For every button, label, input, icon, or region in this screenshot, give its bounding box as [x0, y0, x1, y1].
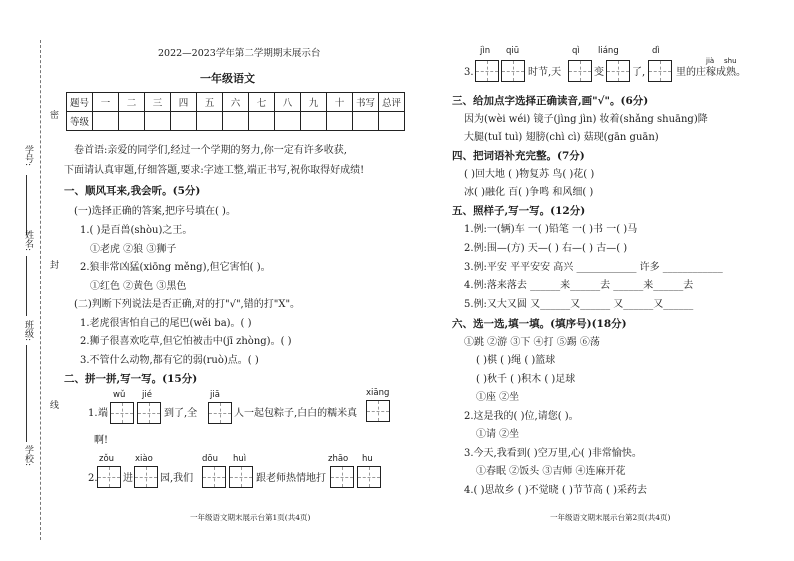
- s5-line-2: 2.例:围—(方) 天—( ) 右—( ) 古—( ): [464, 243, 628, 254]
- school-line: [26, 420, 27, 442]
- pinyin-hui: huì: [233, 454, 247, 464]
- score-header-cell: 九: [301, 93, 327, 112]
- s2-q2-text-3: 跟老师热情地打: [256, 473, 326, 484]
- score-cell[interactable]: [223, 112, 249, 131]
- pinyin-xiang: xiāng: [366, 388, 390, 398]
- writing-box[interactable]: [134, 466, 158, 488]
- score-cell[interactable]: [301, 112, 327, 131]
- r3-text-2: 变: [594, 67, 604, 78]
- seal-mi: 密: [48, 110, 58, 119]
- r3-number: 3.: [464, 67, 474, 78]
- score-header-cell: 五: [197, 93, 223, 112]
- score-cell[interactable]: [197, 112, 223, 131]
- score-cell[interactable]: [327, 112, 353, 131]
- score-header-cell: 二: [119, 93, 145, 112]
- s6-q3: 3.今天,我看到( )空万里,心( )非常愉快。: [464, 448, 642, 459]
- s4-line-1: ( )回大地 ( )物复苏 鸟( )花( ): [464, 169, 595, 180]
- writing-box[interactable]: [648, 60, 672, 82]
- section-4-title: 四、把词语补充完整。(7分): [452, 150, 585, 162]
- writing-box[interactable]: [137, 402, 161, 424]
- s4-line-2: 冰( )融化 百( )争鸣 和风细( ): [464, 187, 594, 198]
- s6-q4: 4.( )思故乡 ( )不觉晓 ( )节节高 ( )采药去: [464, 485, 648, 496]
- section-1-title: 一、顺风耳来,我会听。(5分): [64, 185, 201, 197]
- score-row-label: 等级: [67, 112, 93, 131]
- writing-box[interactable]: [97, 466, 121, 488]
- writing-box[interactable]: [568, 60, 592, 82]
- seal-feng: 封: [48, 260, 58, 269]
- score-header-cell: 四: [171, 93, 197, 112]
- s2-q1-number: 1.: [88, 408, 98, 419]
- pinyin-shu: shu: [724, 57, 737, 65]
- writing-box[interactable]: [606, 60, 630, 82]
- s1-q1-options: ①老虎 ②狼 ③狮子: [90, 244, 177, 255]
- writing-box[interactable]: [366, 400, 390, 422]
- r3-text-4: 里的庄稼成熟。: [676, 67, 746, 78]
- pinyin-xiao: xiào: [135, 454, 153, 464]
- pinyin-di: dì: [652, 46, 660, 56]
- s1-q2-options: ①红色 ②黄色 ③黑色: [90, 281, 187, 292]
- s6-line-2: ( )秋千 ( )积木 ( )足球: [476, 374, 576, 385]
- pinyin-wu: wǔ: [113, 390, 126, 400]
- score-cell[interactable]: [379, 112, 405, 131]
- s1-judge-3: 3.不管什么动物,都有它的弱(ruò)点。( ): [80, 355, 259, 366]
- s5-line-1: 1.例:一(辆)车 一( )铅笔 一( )书 一( )马: [464, 224, 638, 235]
- s5-line-4: 4.例:落来落去 ______来______去 ______来______去: [464, 280, 694, 291]
- score-cell[interactable]: [249, 112, 275, 131]
- intro-line-1: 卷首语:亲爱的同学们,经过一个学期的努力,你一定有许多收获,: [74, 145, 347, 156]
- pinyin-jia4: jià: [706, 57, 715, 65]
- writing-box[interactable]: [229, 466, 253, 488]
- score-header-cell: 八: [275, 93, 301, 112]
- score-header-cell: 一: [93, 93, 119, 112]
- score-header-cell: 三: [145, 93, 171, 112]
- name-line: [26, 256, 27, 316]
- school-label: 学校:: [23, 445, 33, 467]
- r3-text-1: 时节,天: [528, 67, 562, 78]
- score-cell[interactable]: [171, 112, 197, 131]
- writing-box[interactable]: [202, 466, 226, 488]
- pinyin-jin: jìn: [480, 46, 491, 56]
- score-header-cell: 总评: [379, 93, 405, 112]
- s2-q1-text-4: 啊!: [94, 435, 109, 446]
- score-header-cell: 十: [327, 93, 353, 112]
- s5-line-3: 3.例:平安 平平安安 高兴 ____________ 许多 ____________: [464, 262, 723, 273]
- s2-q2-text-1: 进: [123, 473, 133, 484]
- exam-year-title: 2022—2023学年第二学期期末展示台: [158, 48, 321, 59]
- s6-q2-options: ①请 ②坐: [476, 429, 520, 440]
- s2-q1-text-3: 人一起包粽子,白白的糯米真: [234, 408, 358, 419]
- student-no-label: 学号:: [23, 145, 33, 167]
- score-header-cell: 六: [223, 93, 249, 112]
- writing-box[interactable]: [475, 60, 499, 82]
- score-cell[interactable]: [119, 112, 145, 131]
- writing-box[interactable]: [330, 466, 354, 488]
- section-5-title: 五、照样子,写一写。(12分): [452, 205, 586, 217]
- s6-q3-options: ①春眠 ②饭头 ③吉师 ④连麻开花: [476, 466, 626, 477]
- s6-q1-options: ①座 ②坐: [476, 392, 520, 403]
- pinyin-qiu: qiū: [506, 46, 520, 56]
- r3-text-3: 了,: [632, 67, 646, 78]
- s3-line-1: 因为(wèi wéi) 镜子(jìng jìn) 妆着(shǎng shuāng)降: [464, 114, 708, 125]
- s6-line-1: ( )棋 ( )绳 ( )篮球: [476, 355, 556, 366]
- binding-dash-line: [40, 40, 41, 540]
- score-cell[interactable]: [275, 112, 301, 131]
- s2-q1-text-1: 端: [98, 408, 108, 419]
- pinyin-zou: zǒu: [99, 454, 115, 464]
- writing-box[interactable]: [208, 402, 232, 424]
- pinyin-dou: dōu: [202, 454, 218, 464]
- section-2-title: 二、拼一拼,写一写。(15分): [64, 373, 198, 385]
- pinyin-jie: jié: [142, 390, 152, 400]
- s6-options: ①跳 ②游 ③下 ④打 ⑤踢 ⑥荡: [464, 337, 600, 348]
- pinyin-jia: jiā: [210, 390, 220, 400]
- student-no-line: [26, 175, 27, 235]
- score-header-cell: 书写: [353, 93, 379, 112]
- pinyin-qi: qì: [572, 46, 580, 56]
- score-cell[interactable]: [145, 112, 171, 131]
- section-3-title: 三、给加点字选择正确读音,画"√"。(6分): [452, 95, 649, 107]
- s6-q2: 2.这是我的( )位,请您( )。: [464, 411, 579, 422]
- footer-right: 一年级语文期末展示台第2页(共4页): [550, 513, 671, 522]
- section-6-title: 六、选一选,填一填。(填序号)(18分): [452, 318, 627, 330]
- name-label: 姓名:: [23, 230, 33, 252]
- writing-box[interactable]: [501, 60, 525, 82]
- exam-subject-title: 一年级语文: [200, 72, 255, 85]
- score-table: [66, 92, 405, 131]
- s1-q2: 2.狼非常凶猛(xiōng měng),但它害怕( )。: [80, 262, 271, 273]
- s2-q2-number: 2.: [88, 473, 98, 484]
- seal-xian: 线: [48, 400, 58, 409]
- score-cell[interactable]: [353, 112, 379, 131]
- writing-box[interactable]: [357, 466, 381, 488]
- class-line: [26, 345, 27, 420]
- footer-left: 一年级语文期末展示台第1页(共4页): [190, 513, 311, 522]
- pinyin-liang: liáng: [598, 46, 619, 56]
- score-header-cell: 题号: [67, 93, 93, 112]
- writing-box[interactable]: [110, 402, 134, 424]
- s1-judge-2: 2.狮子很喜欢吃草,但它怕被击中(jī zhòng)。( ): [80, 336, 292, 347]
- score-cell[interactable]: [93, 112, 119, 131]
- s2-q2-text-2: 园,我们: [160, 473, 194, 484]
- class-label: 班级:: [23, 320, 33, 342]
- s3-line-2: 大腿(tuǐ tuì) 翅膀(chì cì) 菇现(gān guān): [464, 132, 659, 143]
- pinyin-zhao: zhāo: [328, 454, 349, 464]
- s2-q1-text-2: 到了,全: [164, 408, 198, 419]
- s1-q1: 1.( )是百兽(shòu)之王。: [80, 225, 193, 236]
- score-header-cell: 七: [249, 93, 275, 112]
- intro-line-2: 下面请认真审题,仔细答题,要求:字迹工整,端正书写,祝你取得好成绩!: [64, 165, 365, 176]
- s1-sub2: (二)判断下列说法是否正确,对的打"√",错的打"X"。: [74, 299, 301, 310]
- s1-judge-1: 1.老虎很害怕自己的尾巴(wěi ba)。( ): [80, 318, 252, 329]
- s1-sub1: (一)选择正确的答案,把序号填在( )。: [74, 206, 236, 217]
- pinyin-hu: hu: [362, 454, 373, 464]
- s5-line-5: 5.例:又大又圆 又______又______ 又______又______: [464, 299, 694, 310]
